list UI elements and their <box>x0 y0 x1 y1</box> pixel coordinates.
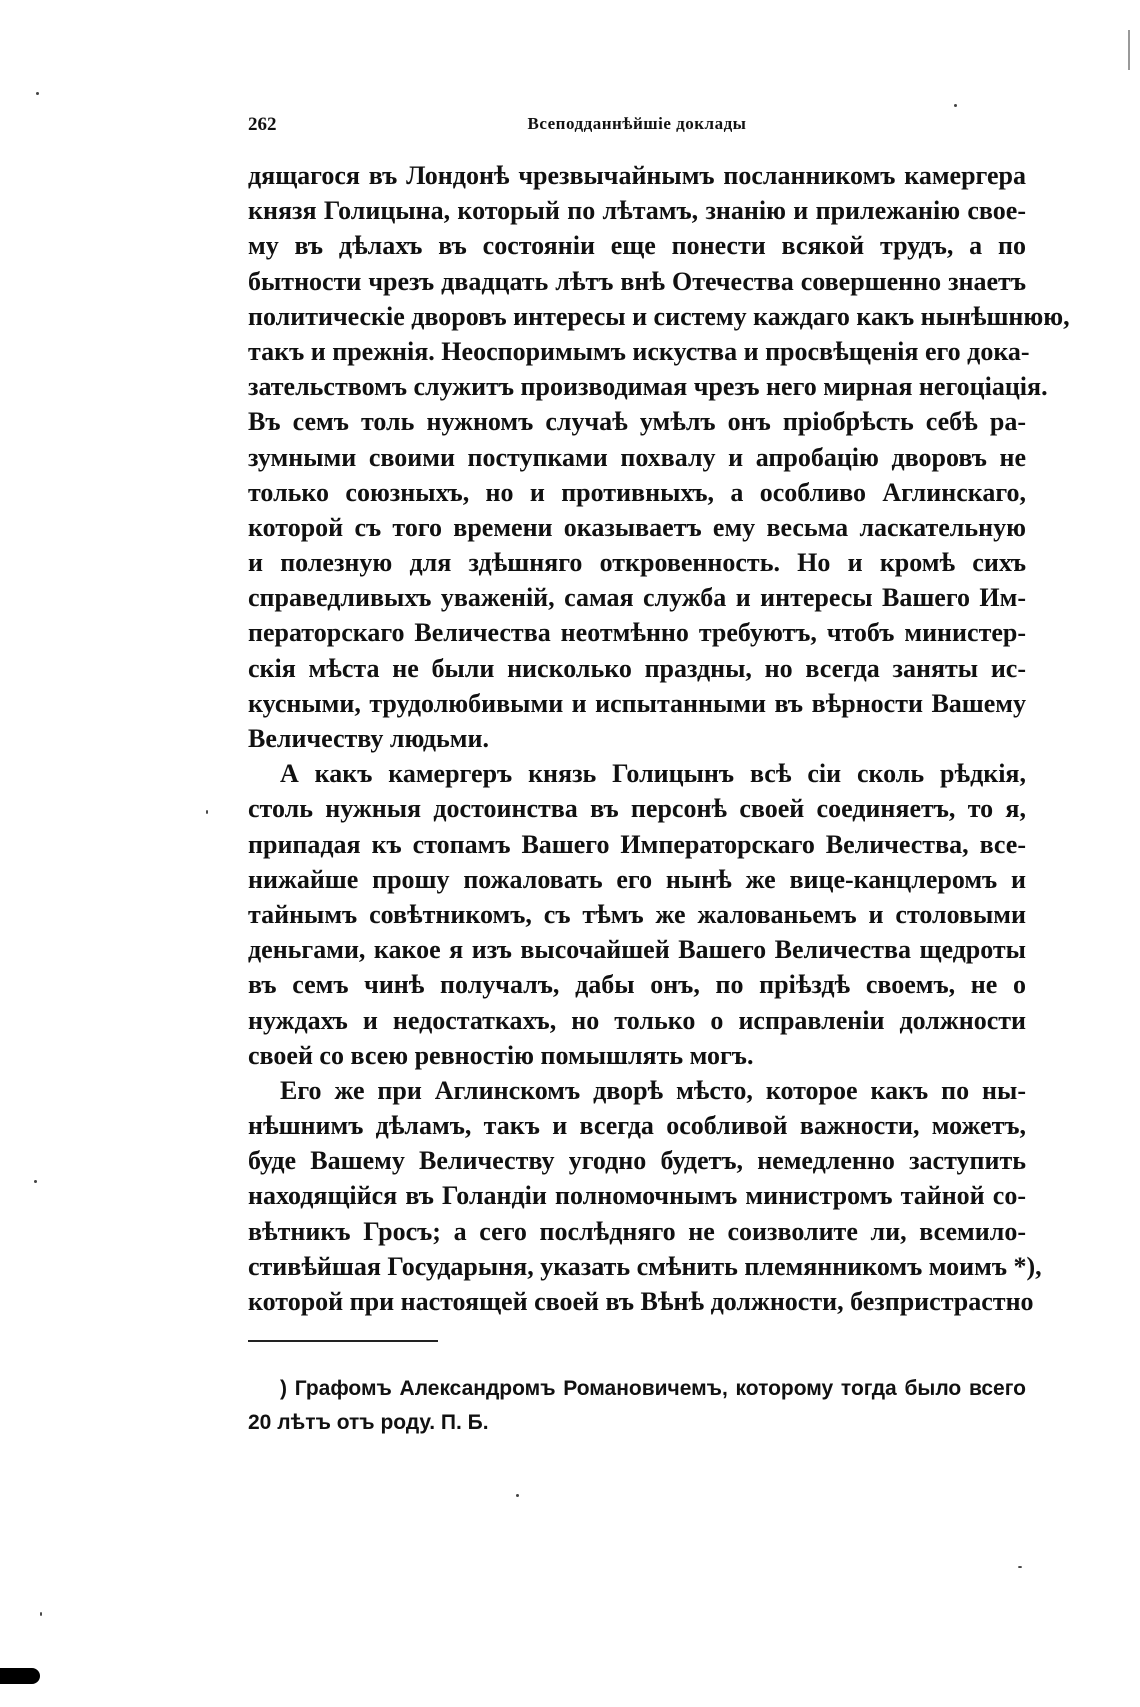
scan-speck <box>954 104 957 107</box>
text-line: князя Голицына, который по лѣтамъ, знанію и прилежанію свое- <box>248 196 1026 226</box>
text-line: Въ семъ толь нужномъ случаѣ умѣлъ онъ пріобрѣсть себѣ ра- <box>248 407 1026 437</box>
text-line: нижайше прошу пожаловать его нынѣ же вице-канцлеромъ и <box>248 864 1026 894</box>
text-line: бытности чрезъ двадцать лѣтъ внѣ Отечества совершенно знаетъ <box>248 266 1026 296</box>
scan-speck <box>40 1612 42 1616</box>
text-line: которой съ того времени оказываетъ ему весьма ласкательную <box>248 512 1026 542</box>
text-line: зумными своими поступками похвалу и апробацію дворовъ не <box>248 442 1026 472</box>
text-line: скія мѣста не были нисколько праздны, но всегда заняты ис- <box>248 653 1026 683</box>
scan-corner-blob <box>0 1668 40 1684</box>
text-line: тайнымъ совѣтникомъ, съ тѣмъ же жалованьемъ и столовыми <box>248 899 1026 929</box>
text-line: дящагося въ Лондонѣ чрезвычайнымъ посланникомъ камергера <box>248 161 1026 190</box>
footnote-line: 20 лѣтъ отъ роду. П. Б. <box>248 1411 489 1434</box>
text-line: и полезную для здѣшняго откровенность. Но и кромѣ сихъ <box>248 548 1026 578</box>
text-line: кусными, трудолюбивыми и испытанными въ вѣрности Вашему <box>248 688 1026 718</box>
main-text <box>248 158 1070 1319</box>
text-line: зательствомъ служитъ производимая чрезъ него мирная негоціація. <box>248 372 1048 402</box>
paragraph <box>248 1073 1042 1319</box>
text-line: Величеству людьми. <box>248 724 489 753</box>
text-line: нѣшнимъ дѣламъ, такъ и всегда особливой важности, можетъ, <box>248 1111 1026 1141</box>
text-line: справедливыхъ уваженій, самая служба и интересы Вашего Им- <box>248 583 1026 613</box>
text-line: только союзныхъ, но и противныхъ, а особливо Аглинскаго, <box>248 477 1026 507</box>
text-line: му въ дѣлахъ въ состояніи еще понести всякой трудъ, а по <box>248 231 1026 261</box>
footnote-divider <box>248 1340 438 1342</box>
paragraph <box>248 756 1026 1073</box>
text-line: буде Вашему Величеству угодно будетъ, немедленно заступить <box>248 1146 1026 1176</box>
text-line: нуждахъ и недостаткахъ, но только о исправленіи должности <box>248 1005 1026 1035</box>
text-line: Его же при Аглинскомъ дворѣ мѣсто, которое какъ по ны- <box>280 1075 1026 1105</box>
footnote <box>248 1372 1026 1440</box>
scan-speck <box>36 92 39 95</box>
scan-speck <box>1018 1566 1022 1568</box>
scan-speck <box>34 1180 37 1183</box>
text-line: своей со всею ревностію помышлять могъ. <box>248 1040 754 1070</box>
scan-speck <box>516 1494 519 1497</box>
scan-edge-mark <box>1128 30 1130 70</box>
text-line: стивѣйшая Государыня, указать смѣнить племянникомъ моимъ *), <box>248 1251 1042 1281</box>
scan-speck <box>206 810 208 814</box>
text-line: которой при настоящей своей въ Вѣнѣ должности, безпристрастно <box>248 1287 1034 1316</box>
running-title: Всеподданнѣйшіе доклады <box>527 114 747 133</box>
text-line: такъ и прежнія. Неоспоримымъ искуства и просвѣщенія его дока- <box>248 336 1030 366</box>
text-line: ператорскаго Величества неотмѣнно требуютъ, чтобъ министер- <box>248 618 1026 648</box>
text-line: въ семъ чинѣ получалъ, дабы онъ, по пріѣздѣ своемъ, не о <box>248 970 1026 1000</box>
text-line: вѣтникъ Гросъ; а сего послѣдняго не соизволите ли, всемило- <box>248 1216 1026 1246</box>
paragraph <box>248 158 1070 756</box>
text-line: А какъ камергеръ князь Голицынъ всѣ сіи сколь рѣдкія, <box>280 759 1026 789</box>
text-line: припадая къ стопамъ Вашего Императорскаго Величества, все- <box>248 829 1026 859</box>
footnote-line: ) Графомъ Александромъ Романовичемъ, которому тогда было всего <box>280 1377 1026 1400</box>
text-line: деньгами, какое я изъ высочайшей Вашего Величества щедроты <box>248 935 1026 965</box>
page-number: 262 <box>248 114 277 135</box>
page-header <box>248 114 1026 144</box>
text-line: столь нужныя достоинства въ персонѣ своей соединяетъ, то я, <box>248 794 1026 824</box>
text-line: политическіе дворовъ интересы и систему каждаго какъ нынѣшнюю, <box>248 301 1070 331</box>
text-line: находящійся въ Голандіи полномочнымъ министромъ тайной со- <box>248 1181 1026 1211</box>
